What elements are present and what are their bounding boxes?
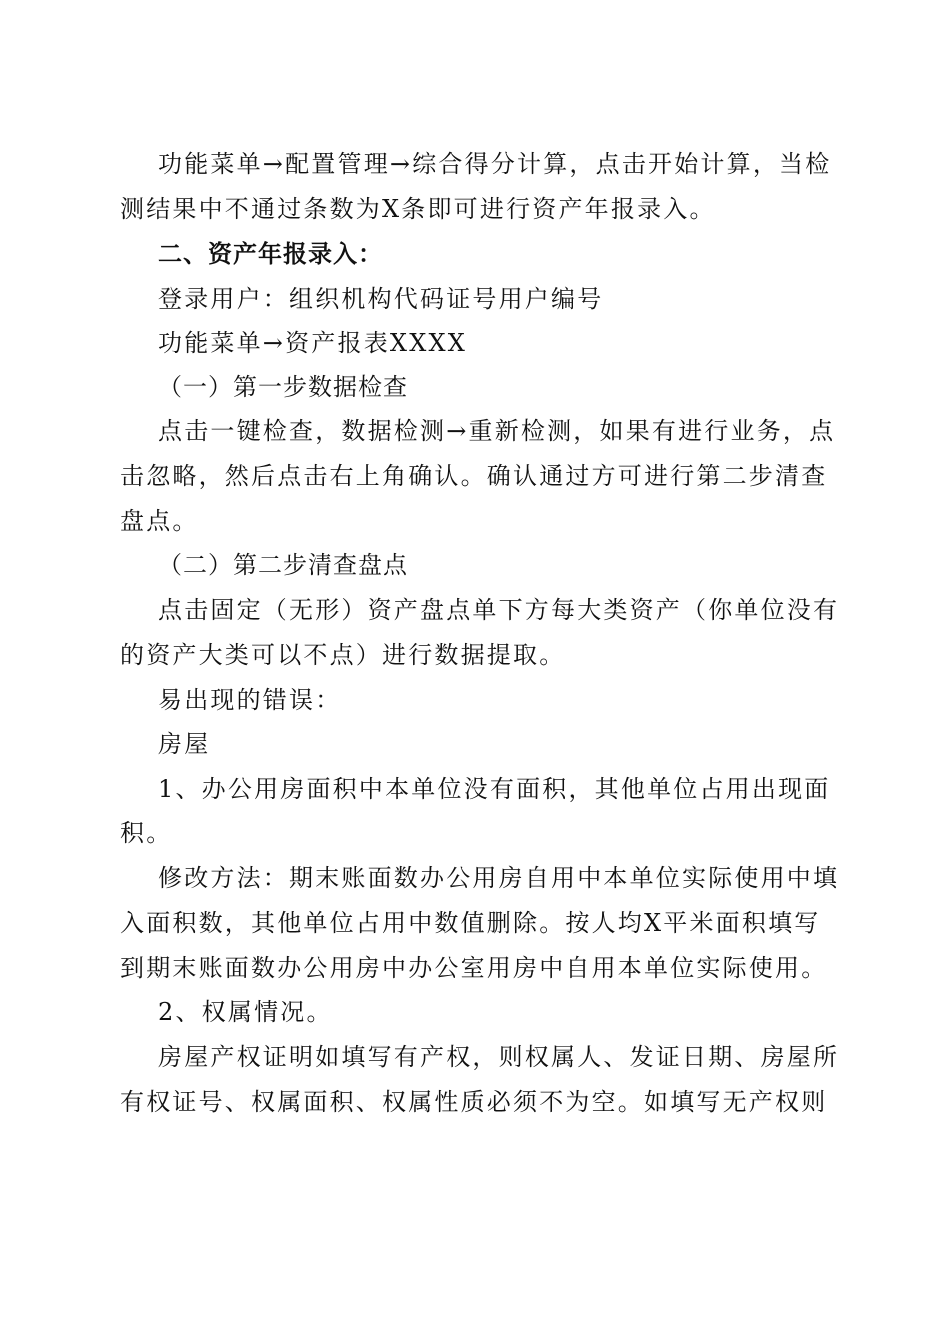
text-line: 登录用户：组织机构代码证号用户编号 (158, 285, 604, 313)
text-line: 盘点。 (120, 507, 199, 535)
text-line: 1、办公用房面积中本单位没有面积，其他单位占用出现面 (158, 775, 831, 803)
text-line: 的资产大类可以不点）进行数据提取。 (120, 641, 566, 669)
section-heading: 二、资产年报录入： (158, 240, 383, 268)
text-line: 房屋 (158, 730, 211, 758)
text-line: 积。 (120, 819, 173, 847)
text-line: 易出现的错误： (158, 686, 342, 714)
text-line: 测结果中不通过条数为X条即可进行资产年报录入。 (120, 195, 716, 223)
text-line: 点击一键检查，数据检测→重新检测，如果有进行业务，点 (158, 417, 836, 445)
subsection-heading: （二）第二步清查盘点 (158, 551, 408, 579)
text-line: 功能菜单→资产报表XXXX (158, 329, 468, 357)
subsection-heading: （一）第一步数据检查 (158, 373, 408, 401)
text-line: 入面积数，其他单位占用中数值删除。按人均X平米面积填写 (120, 909, 821, 937)
text-line: 修改方法：期末账面数办公用房自用中本单位实际使用中填 (158, 864, 840, 892)
text-line: 功能菜单→配置管理→综合得分计算，点击开始计算，当检 (158, 150, 832, 178)
text-line: 点击固定（无形）资产盘点单下方每大类资产（你单位没有 (158, 596, 840, 624)
text-line: 到期末账面数办公用房中办公室用房中自用本单位实际使用。 (120, 954, 828, 982)
text-line: 房屋产权证明如填写有产权，则权属人、发证日期、房屋所 (158, 1043, 840, 1071)
text-line: 击忽略，然后点击右上角确认。确认通过方可进行第二步清查 (120, 462, 828, 490)
text-line: 有权证号、权属面积、权属性质必须不为空。如填写无产权则 (120, 1088, 828, 1116)
text-line: 2、权属情况。 (158, 998, 333, 1026)
